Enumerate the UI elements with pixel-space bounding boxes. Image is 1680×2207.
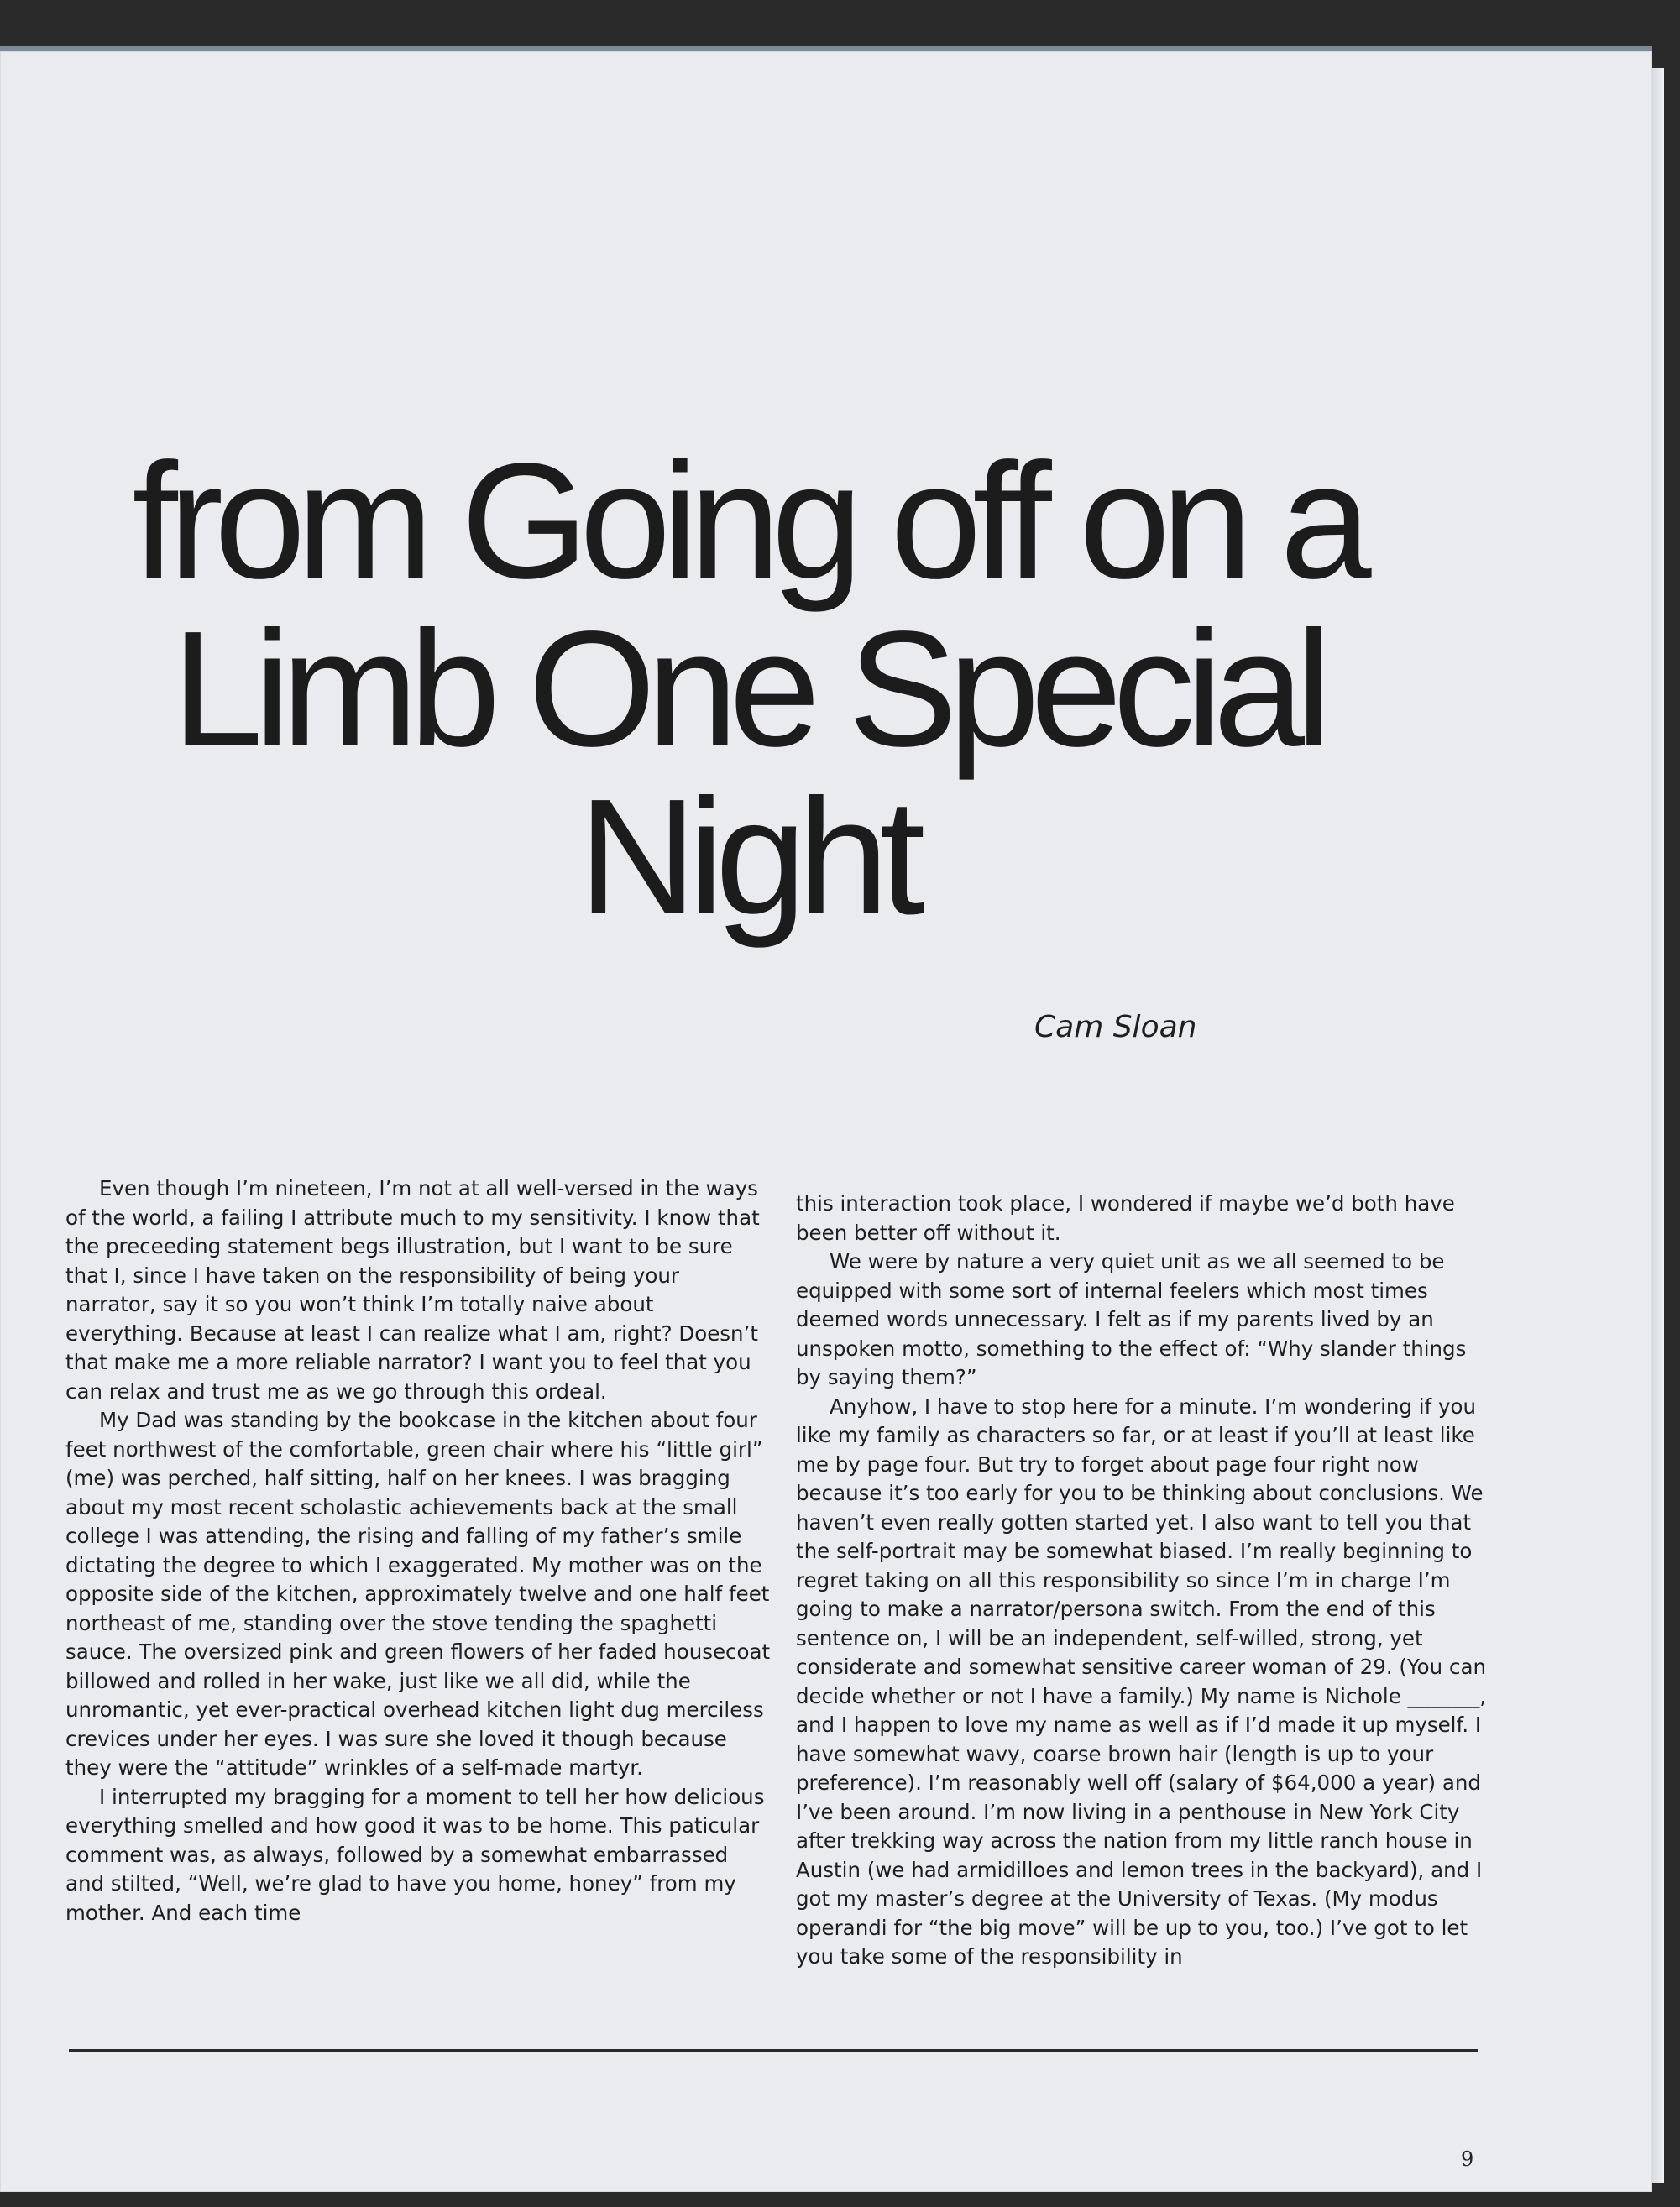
paragraph: We were by nature a very quiet unit as we all seemed to be equipped with some sort of internal feelers which most times deemed words unnecessary. I felt as if my parents lived by an unspoken motto, something to the effect of: “Why slander things by saying them?” [796, 1249, 1467, 1389]
magazine-page [0, 46, 1652, 2192]
title-line-3: Night [578, 765, 917, 949]
page-edge [1652, 68, 1664, 2183]
title-line-1: from Going off on a [132, 429, 1363, 613]
title-line-2: Limb One Special [171, 597, 1323, 781]
paragraph: Even though I’m nineteen, I’m not at all well-versed in the ways of the world, a failing I attribute much to my sensitivity. I know that the preceeding statement begs illustration, but I want to be sure that I, since I have taken on the responsibility of being your narrator, say it so you won’t think I’m totally naive about everything. Because at least I can realize what I am, right? Doesn’t that make me a more reliable narrator? I want you to feel that you can relax and trust me as we go through this ordeal. [65, 1176, 760, 1404]
story-title [34, 429, 1461, 949]
page-number: 9 [1461, 2147, 1474, 2171]
paragraph: Anyhow, I have to stop here for a minute. I’m wondering if you like my family as characters so far, or at least if you’ll at least like me by page four. But try to forget about page four right now because it’s too early for you to be thinking about conclusions. We haven’t even really gotten started yet. I also want to tell you that the self-portrait may be somewhat biased. I’m really beginning to regret taking on all this responsibility so since I’m in charge I’m going to make a narrator/persona switch. From the end of this sentence on, I will be an independent, self-willed, strong, yet considerate and somewhat sensitive career woman of 29. (You can decide whether or not I have a family.) My name is Nichole _______, and I happen to love my name as well as if I’d made it up myself. I have somewhat wavy, coarse brown hair (length is up to your preference). I’m reasonably well off (salary of $64,000 a year) and I’ve been around. I’m now living in a penthouse in New York City after trekking way across the nation from my little ranch house in Austin (we had armidilloes and lemon trees in the backyard), and I got my master’s degree at the University of Texas. (My modus operandi for “the big move” will be up to you, too.) I’ve got to let you take some of the responsibility in [796, 1394, 1487, 1969]
paragraph: I interrupted my bragging for a moment to tell her how delicious everything smelled and how good it was to be home. This paticular comment was, as always, followed by a somewhat embarrassed and stilted, “Well, we’re glad to have you home, honey” from my mother. And each time [65, 1784, 765, 1925]
left-column [65, 1174, 771, 1927]
right-column [796, 1190, 1489, 1972]
author-byline: Cam Sloan [1034, 1010, 1197, 1044]
footer-rule [69, 2049, 1478, 2052]
paragraph: this interaction took place, I wondered if maybe we’d both have been better off without it. [796, 1191, 1455, 1245]
paragraph: My Dad was standing by the bookcase in the kitchen about four feet northwest of the comfortable, green chair where his “little girl” (me) was perched, half sitting, half on her knees. I was bragging about my most recent scholastic achievements back at the small college I was attending, the rising and falling of my father’s smile dictating the degree to which I exaggerated. My mother was on the opposite side of the kitchen, approximately twelve and one half feet northeast of me, standing over the stove tending the spaghetti sauce. The oversized pink and green flowers of her faded housecoat billowed and rolled in her wake, just like we all did, while the unromantic, yet ever-practical overhead kitchen light dug merciless crevices under her eyes. I was sure she loved it though because they were the “attitude” wrinkles of a self-made martyr. [65, 1408, 771, 1780]
